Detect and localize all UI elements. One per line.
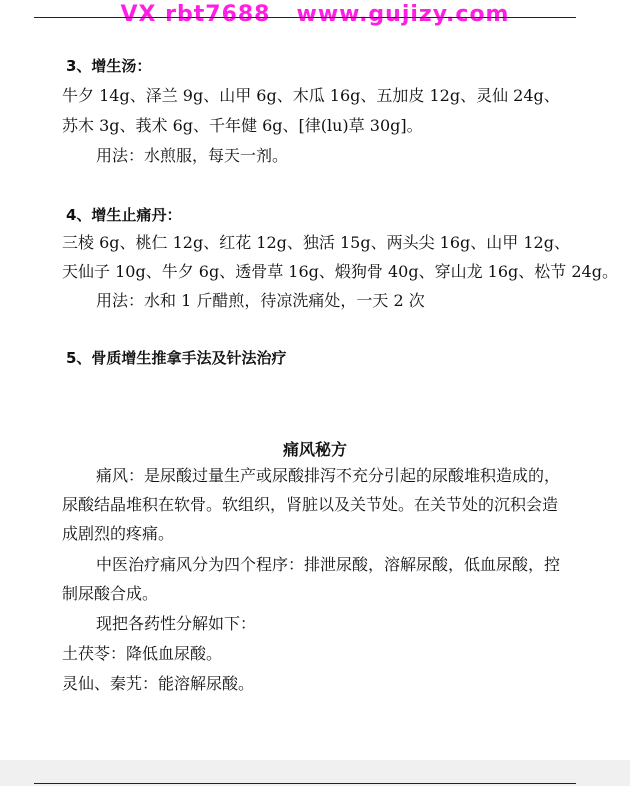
section-3-line-1: 牛夕 14g、泽兰 9g、山甲 6g、木瓜 16g、五加皮 12g、灵仙 24g、	[62, 86, 560, 105]
section-4-line-2: 天仙子 10g、牛夕 6g、透骨草 16g、煅狗骨 40g、穿山龙 16g、松节 24g。	[62, 262, 618, 281]
gout-line-2: 尿酸结晶堆积在软骨。软组织，肾脏以及关节处。在关节处的沉积会造	[62, 495, 559, 514]
gout-line-1: 痛风：是尿酸过量生产或尿酸排泻不充分引起的尿酸堆积造成的，	[96, 466, 561, 485]
gout-line-3: 成剧烈的疼痛。	[62, 524, 175, 543]
watermark-right: www.gujizy.com	[296, 2, 510, 27]
watermark	[0, 2, 630, 27]
section-5-heading: 5、骨质增生推拿手法及针法治疗	[66, 349, 287, 367]
section-4-usage: 用法：水和 1 斤醋煎，待凉洗痛处，一天 2 次	[96, 291, 425, 310]
watermark-left: VX rbt7688	[120, 2, 271, 27]
gout-line-8: 灵仙、秦艽：能溶解尿酸。	[62, 674, 255, 693]
gout-line-7: 土茯苓：降低血尿酸。	[62, 644, 223, 663]
section-4-line-1: 三棱 6g、桃仁 12g、红花 12g、独活 15g、两头尖 16g、山甲 12g、	[62, 233, 570, 252]
gout-line-6: 现把各药性分解如下：	[96, 614, 257, 633]
section-3-usage: 用法：水煎服，每天一剂。	[96, 146, 289, 165]
section-3-line-2: 苏木 3g、莪术 6g、千年健 6g、[律(lu)草 30g]。	[62, 116, 423, 135]
gout-line-4: 中医治疗痛风分为四个程序：排泄尿酸，溶解尿酸，低血尿酸，控	[96, 555, 561, 574]
next-page-header-rule	[34, 783, 576, 784]
gout-title: 痛风秘方	[282, 440, 347, 459]
section-4-heading: 4、增生止痛丹：	[66, 206, 182, 224]
gout-line-5: 制尿酸合成。	[62, 584, 159, 603]
section-3-heading: 3、增生汤：	[66, 57, 152, 75]
header-rule	[34, 17, 576, 18]
